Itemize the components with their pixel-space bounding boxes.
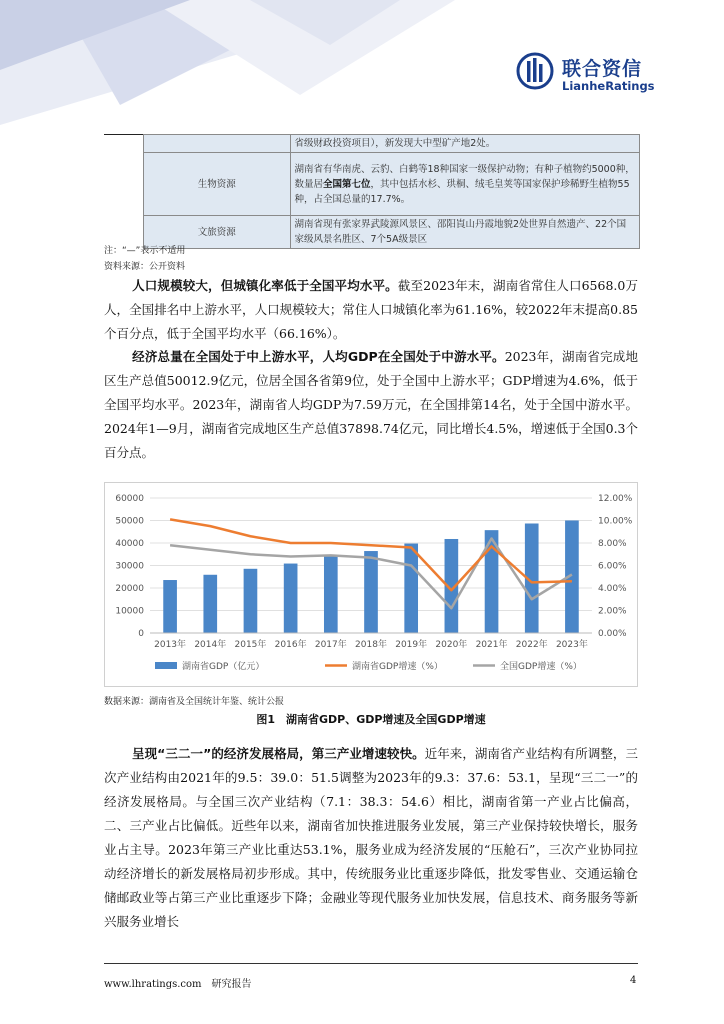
left-tick-label: 0 (138, 629, 144, 639)
gdp-bar (404, 544, 418, 633)
logo-icon (516, 52, 554, 90)
paragraph-industry (104, 742, 638, 934)
paragraph-text: 近年来，湖南省产业结构有所调整，三次产业结构由2021年的9.5：39.0：51.5调整为2023年的9.3：37.6：53.1，呈现“三二一”的经济发展格局。与全国三次产业结构（7.1：38.3：54.6）相比，湖南省第一产业占比偏高，二、三产业占比偏低。近些年以来，湖南省加快推进服务业发展，第三产业保持较快增长，服务业占主导。2023年第三产业比重达53.1%，服务业成为经济发展的“压舱石”，三次产业协同拉动经济增长的新发展格局初步形成。其中，传统服务业比重逐步降低，批发零售业、交通运输仓储邮政业等占第三产业比重逐步下降；金融业等现代服务业加快发展，信息技术、商务服务等新兴服务业增长 (104, 746, 638, 929)
desc-highlight: 全国第七位 (323, 178, 371, 190)
right-tick-label: 0.00% (598, 629, 627, 639)
left-tick-label: 40000 (115, 539, 144, 549)
resource-table (143, 134, 640, 249)
brand-name-cn: 联合资信 (562, 58, 643, 80)
brand-name-en: LianheRatings (562, 79, 655, 93)
left-tick-label: 20000 (115, 584, 144, 594)
table-cell-category: 生物资源 (144, 153, 291, 216)
gdp-chart (104, 482, 638, 687)
paragraph-text: 截至2023年末，湖南省常住人口6568.0万人，全国排名中上游水平，人口规模较大；常住人口城镇化率为61.16%，较2022年末提高0.85个百分点，低于全国平均水平（66.16%）。 (104, 278, 638, 341)
legend-label: 湖南省GDP（亿元） (182, 662, 265, 672)
x-tick-label: 2014年 (194, 640, 227, 650)
gdp-bar (364, 551, 378, 633)
left-tick-label: 60000 (115, 494, 144, 504)
chart-source: 数据来源：湖南省及全国统计年鉴、统计公报 (104, 697, 285, 707)
gdp-bar (324, 555, 338, 633)
footer-divider (104, 963, 638, 964)
x-tick-label: 2016年 (274, 640, 307, 650)
x-tick-label: 2015年 (234, 640, 267, 650)
desc-part: ，其中包括水杉、珙桐、绒毛皇荚等国家保护珍稀野生植物55种，占全国总量的17.7%。 (294, 178, 630, 205)
right-tick-label: 6.00% (598, 561, 627, 572)
table-row (144, 153, 640, 216)
desc-part: 湖南省有华南虎、云豹、白鹤等18种国家一级保护动物；有种子植物约5000种，数量居 (294, 163, 635, 190)
right-tick-label: 12.00% (598, 494, 633, 504)
x-tick-label: 2022年 (515, 640, 548, 650)
left-tick-label: 10000 (115, 606, 144, 617)
table-cell-description: 省级财政投资项目），新发现大中型矿产地2处。 (290, 135, 640, 153)
left-tick-label: 30000 (115, 561, 144, 572)
paragraph-economy (104, 345, 638, 465)
footer-site[interactable]: www.lhratings.com 研究报告 (104, 979, 252, 990)
gdp-bar (244, 569, 258, 633)
brand-logo (516, 52, 655, 96)
right-tick-label: 2.00% (598, 606, 627, 617)
x-tick-label: 2021年 (475, 640, 508, 650)
paragraph-population (104, 274, 638, 346)
paragraph-heading: 呈现“三二一”的经济发展格局，第三产业增速较快。 (132, 746, 425, 761)
right-tick-label: 4.00% (598, 584, 627, 594)
right-tick-label: 10.00% (598, 516, 633, 527)
legend-swatch (155, 662, 177, 669)
table-source: 资料来源：公开资料 (104, 262, 186, 272)
x-tick-label: 2018年 (355, 640, 387, 650)
x-tick-label: 2013年 (154, 640, 187, 650)
x-tick-label: 2023年 (555, 640, 588, 650)
corner-decoration (0, 0, 460, 130)
legend-label: 全国GDP增速（%） (500, 662, 582, 672)
table-row (144, 216, 640, 249)
table-cell-category: 文旅资源 (144, 216, 291, 249)
figure-caption: 图1 湖南省GDP、GDP增速及全国GDP增速 (256, 713, 486, 726)
x-tick-label: 2017年 (314, 640, 347, 650)
gdp-bar (284, 564, 298, 633)
paragraph-heading: 人口规模较大，但城镇化率低于全国平均水平。 (132, 278, 398, 293)
left-tick-label: 50000 (115, 516, 144, 527)
paragraph-heading: 经济总量在全国处于中上游水平，人均GDP在全国处于中游水平。 (132, 349, 505, 364)
table-row (144, 135, 640, 153)
x-tick-label: 2020年 (435, 640, 468, 650)
gdp-bar (163, 580, 177, 633)
x-tick-label: 2019年 (395, 640, 428, 650)
gdp-chart-svg (105, 483, 637, 686)
table-note: 注：“—”表示不适用 (104, 246, 186, 256)
paragraph-text: 2023年，湖南省完成地区生产总值50012.9亿元，位居全国各省第9位，处于全国中上游水平；GDP增速为4.6%，低于全国平均水平。2023年，湖南省人均GDP为7.59万元，在全国排第14名，处于全国中游水平。2024年1—9月，湖南省完成地区生产总值37898.74亿元，同比增长4.5%，增速低于全国0.3个百分点。 (104, 349, 638, 460)
right-tick-label: 8.00% (598, 539, 627, 549)
legend-label: 湖南省GDP增速（%） (352, 662, 443, 672)
page-number: 4 (630, 975, 637, 986)
table-cell-category (144, 135, 291, 153)
table-cell-description: 湖南省现有张家界武陵源风景区、邵阳崀山丹霞地貌2处世界自然遗产、22个国家级风景名胜区、7个5A级景区 (290, 216, 640, 249)
table-cell-description (290, 153, 640, 216)
gdp-bar (203, 575, 217, 633)
